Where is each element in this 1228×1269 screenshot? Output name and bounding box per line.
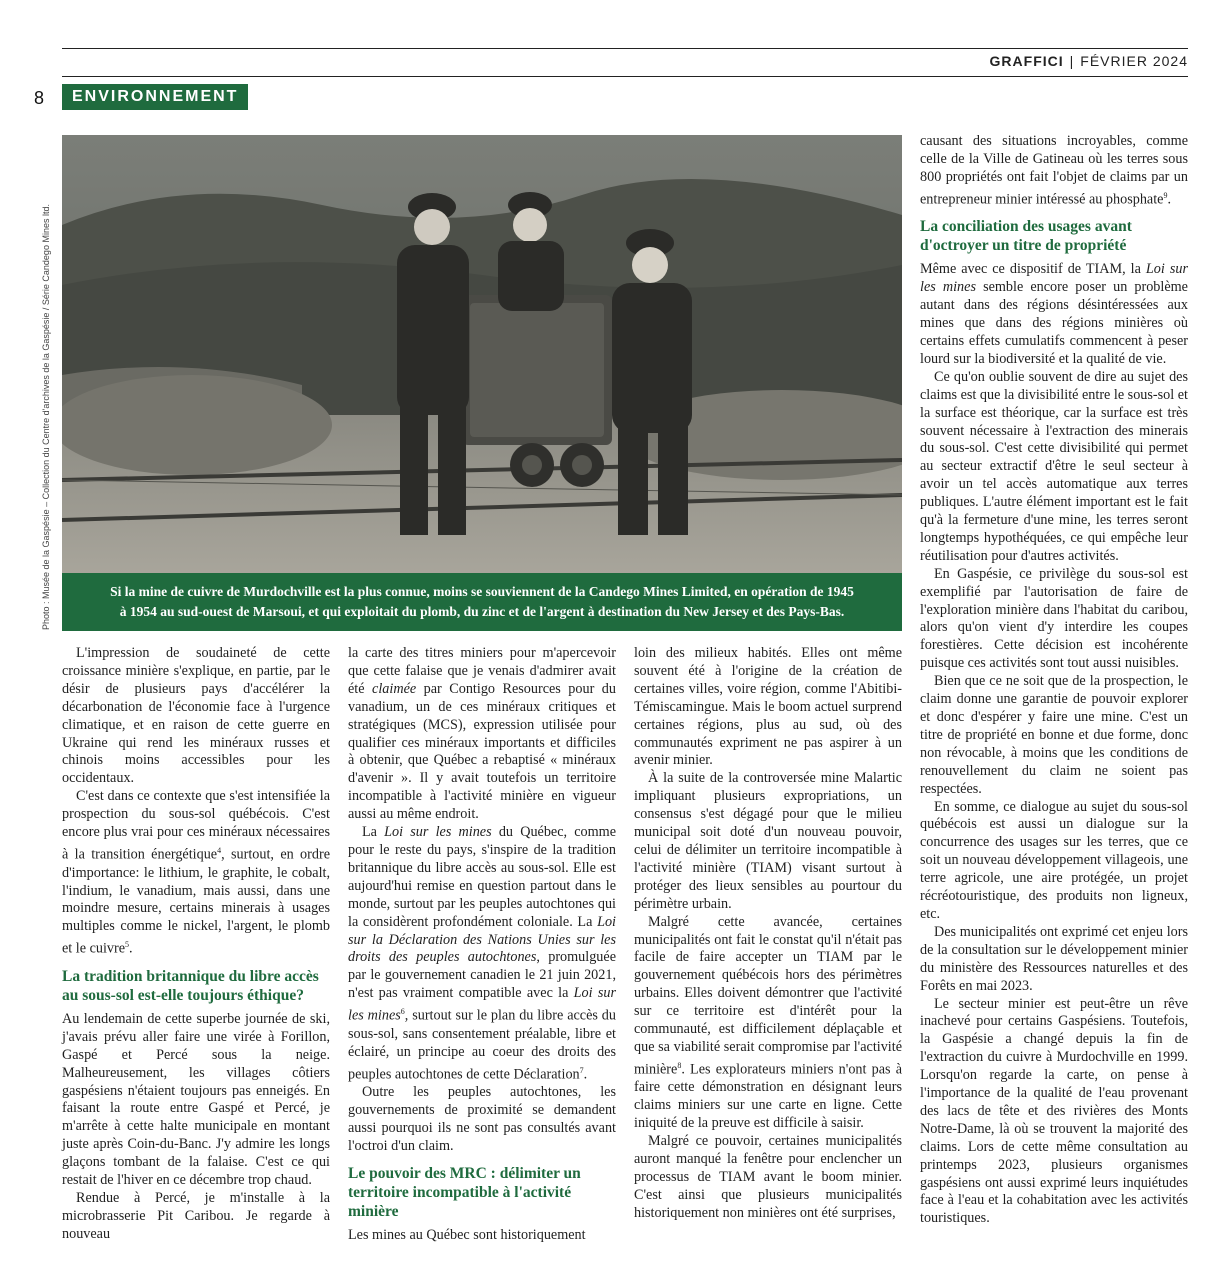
masthead bbox=[990, 53, 1188, 69]
caption-line-2: à 1954 au sud-ouest de Marsoui, et qui exploitait du plomb, du zinc et de l'argent à destination du New Jersey et des Pays-Bas. bbox=[119, 604, 845, 619]
paragraph: Malgré cette avancée, certaines municipalités ont fait le constat qu'il n'était pas facile de faire accepter un TIAM par le gouvernement québécois hors des périmètres urbains. Elles doivent démontrer que l'activité sur ce territoire est d'intérêt pour la communauté, est difficilement déplaçable et que sa viabilité serait compromise par l'activité minière$^8$. Les explorateurs miniers n'ont pas à faire cette démonstration en désignant leurs claims miniers sur une carte en ligne. Cette iniquité de la preuve est difficile à saisir. bbox=[634, 913, 902, 1132]
paragraph: Le secteur minier est peut-être un rêve inachevé pour certains Gaspésiens. Toutefois, la Gaspésie a changé depuis la fin de l'extraction du cuivre à Murdochville en 1999. Lorsqu'on regarde la carte, on pense à l'importance de la qualité de l'eau provenant des lacs de tête et des rivières des Monts Notre-Dame, là où se trouvent la majorité des claims. Lors de cette même consultation au printemps 2023, plusieurs organismes gaspésiens ont aussi exprimé leurs inquiétudes face à l'eau et la cohabitation avec les activités touristiques. bbox=[920, 995, 1188, 1227]
footnote-ref: 9 bbox=[1163, 190, 1168, 200]
photo-caption bbox=[62, 573, 902, 631]
paragraph: En somme, ce dialogue au sujet du sous-sol québécois est aussi un dialogue sur la concurrence des usages sur les terres, que ce soit un nouveau développement villageois, une terre agricole, une aire protégée, un projet récréotouristique, des produits non ligneux, etc. bbox=[920, 798, 1188, 922]
article-column-1 bbox=[62, 645, 330, 1244]
footnote-ref: 4 bbox=[217, 845, 222, 855]
photo-credit: Photo : Musée de la Gaspésie – Collection du Centre d'archives de la Gaspésie / Série Candego Mines ltd. bbox=[41, 204, 51, 630]
subheading: La conciliation des usages avant d'octroyer un titre de propriété bbox=[920, 218, 1132, 255]
subheading: La tradition britannique du libre accès au sous-sol est-elle toujours éthique? bbox=[62, 967, 319, 1004]
issue-date: FÉVRIER 2024 bbox=[1080, 53, 1188, 69]
subheading: Le pouvoir des MRC : délimiter un territoire incompatible à l'activité minière bbox=[348, 1164, 581, 1220]
header-rule-bottom bbox=[62, 76, 1188, 77]
paragraph: Rendue à Percé, je m'installe à la microbrasserie Pit Caribou. Je regarde à nouveau bbox=[62, 1189, 330, 1242]
publication-name: GRAFFICI bbox=[989, 53, 1064, 69]
page-number: 8 bbox=[34, 88, 45, 108]
section-label: ENVIRONNEMENT bbox=[62, 84, 248, 110]
paragraph: Des municipalités ont exprimé cet enjeu lors de la consultation sur le développement minier du ministère des Ressources naturelles et des Forêts en mai 2023. bbox=[920, 923, 1188, 994]
paragraph: La Loi sur les mines du Québec, comme pour le reste du pays, s'inspire de la tradition britannique du libre accès au sous-sol. Elle est aujourd'hui remise en question partout dans le monde, surtout par les peuples autochtones qui la considèrent profondément coloniale. La Loi sur la Déclaration des Nations Unies sur les droits des peuples autochtones, promulguée par le gouvernement canadien le 21 juin 2021, n'est pas vraiment compatible avec la Loi sur les mines$^6$, surtout sur le plan du libre accès du sous-sol, sans consentement préalable, libre et éclairé, un principe au coeur des droits des peuples autochtones de cette Déclaration$^7$. bbox=[348, 824, 617, 1083]
paragraph: Même avec ce dispositif de TIAM, la Loi sur les mines semble encore poser un problème autant dans des régions désintéressées aux mines que dans des régions minières où certains effets cumulatifs commencent à peser lourd sur la biodiversité et la qualité de vie. bbox=[920, 261, 1188, 367]
paragraph: En Gaspésie, ce privilège du sous-sol est exemplifié par l'autorisation de faire de l'exploration minière dans l'habitat du caribou, alors qu'on vient d'y interdire les coupes forestières. Cette décision est incohérente puisque ces activités sont tout aussi nuisibles. bbox=[920, 565, 1188, 672]
paragraph: la carte des titres miniers pour m'apercevoir que cette falaise que je venais d'admirer avait été claimée par Contigo Resources pour du vanadium, un de ces minéraux critiques et stratégiques (MCS), expression utilisée pour qualifier ces minéraux importants et difficiles à obtenir, que Québec a rebaptisé « minéraux d'avenir ». Il y avait toutefois un territoire incompatible à l'activité minière en vigueur aussi au même endroit. bbox=[348, 645, 616, 823]
paragraph: Ce qu'on oublie souvent de dire au sujet des claims est que la divisibilité entre le sous-sol et la surface est théorique, car la surface est très souvent nécessaire à l'extraction des minerais du sous-sol. C'est cette divisibilité qui permet au secteur extractif d'être le seul secteur à avoir un tel accès automatique aux terres publiques. L'autre élément important est le fait qu'à la fermeture d'une mine, les terres seront longtemps hypothéquées, ce qui empêche leur réutilisation pour d'autres activités. bbox=[920, 368, 1188, 564]
paragraph: Outre les peuples autochtones, les gouvernements de proximité se demandent aussi pourquoi ils ne sont pas consultés avant l'octroi d'un claim. bbox=[348, 1084, 616, 1154]
header-rule-top bbox=[62, 48, 1188, 49]
footnote-ref: 5 bbox=[125, 940, 130, 950]
paragraph: causant des situations incroyables, comme celle de la Ville de Gatineau où les terres sous 800 propriétés ont fait l'objet de claims par un entrepreneur minier intéressé au phosphate$^9$. bbox=[920, 133, 1188, 208]
paragraph: Bien que ce ne soit que de la prospection, le claim donne une garantie de pouvoir explorer et donc d'espérer y faire une mine. C'est un titre de propriété en bonne et due forme, donc non révocable, à moins que les conditions de renouvellement du claim ne soient pas respectées. bbox=[920, 673, 1188, 797]
footnote-ref: 7 bbox=[579, 1065, 584, 1075]
article-column-2 bbox=[348, 645, 616, 1245]
footnote-ref: 8 bbox=[677, 1060, 682, 1070]
article-column-3 bbox=[634, 645, 902, 1223]
paragraph: Au lendemain de cette superbe journée de ski, j'avais prévu aller faire une virée à Forillon, Gaspé et Percé sous la neige. Malheureusement, les villages côtiers gaspésiens n'étaient toujours pas enneigés. En faisant la route entre Gaspé et Percé, je m'arrête à cette halte municipale en montant juste après Coin-du-Banc. J'y admire les longs glaçons tombant de la falaise. C'est ce qui restait de l'hiver en ce décembre trop chaud. bbox=[62, 1010, 330, 1189]
article-column-4 bbox=[920, 133, 1188, 1228]
paragraph: L'impression de soudaineté de cette croissance minière s'explique, en partie, par le désir de plusieurs pays d'accélérer la décarbonation de l'économie face à l'urgence climatique, et en raison de cette guerre en Ukraine qui rend les minéraux russes et chinois moins accessibles pour les occidentaux. bbox=[62, 645, 330, 787]
photo-illustration bbox=[62, 135, 902, 573]
caption-line-1: Si la mine de cuivre de Murdochville est la plus connue, moins se souviennent de la Candego Mines Limited, en opération de 1945 bbox=[110, 584, 854, 599]
masthead-separator: | bbox=[1069, 53, 1075, 69]
paragraph: À la suite de la controversée mine Malartic impliquant plusieurs expropriations, un consensus s'est dégagé pour que le milieu municipal soit doté d'un nouveau pouvoir, celui de délimiter un territoire incompatible à l'activité minière (TIAM) visant surtout à protéger des lieux sensibles au pourtour du périmètre urbain. bbox=[634, 770, 902, 912]
footnote-ref: 6 bbox=[400, 1007, 405, 1017]
historical-mine-photo bbox=[62, 135, 902, 573]
paragraph: C'est dans ce contexte que s'est intensifiée la prospection du sous-sol québécois. C'est encore plus vrai pour ces minéraux nécessaires à la transition énergétique$^4$, surtout, en ordre d'importance: le lithium, le graphite, le cobalt, l'indium, le vanadium, mais aussi, dans une moindre mesure, certains minerais à usages multiples comme le nickel, l'argent, le plomb et le cuivre$^5$. bbox=[62, 788, 330, 957]
paragraph: Malgré ce pouvoir, certaines municipalités auront manqué la fenêtre pour enclencher un processus de TIAM avant le boom minier. C'est ainsi que plusieurs municipalités historiquement non minières ont été surprises, bbox=[634, 1133, 902, 1221]
paragraph: Les mines au Québec sont historiquement bbox=[348, 1226, 586, 1243]
paragraph: loin des milieux habités. Elles ont même souvent été à l'origine de la création de certaines villes, voire région, comme l'Abitibi-Témiscamingue. Mais le boom actuel surprend certaines régions, plus au sud, où des communautés expriment ne pas aspirer à un avenir minier. bbox=[634, 645, 902, 769]
